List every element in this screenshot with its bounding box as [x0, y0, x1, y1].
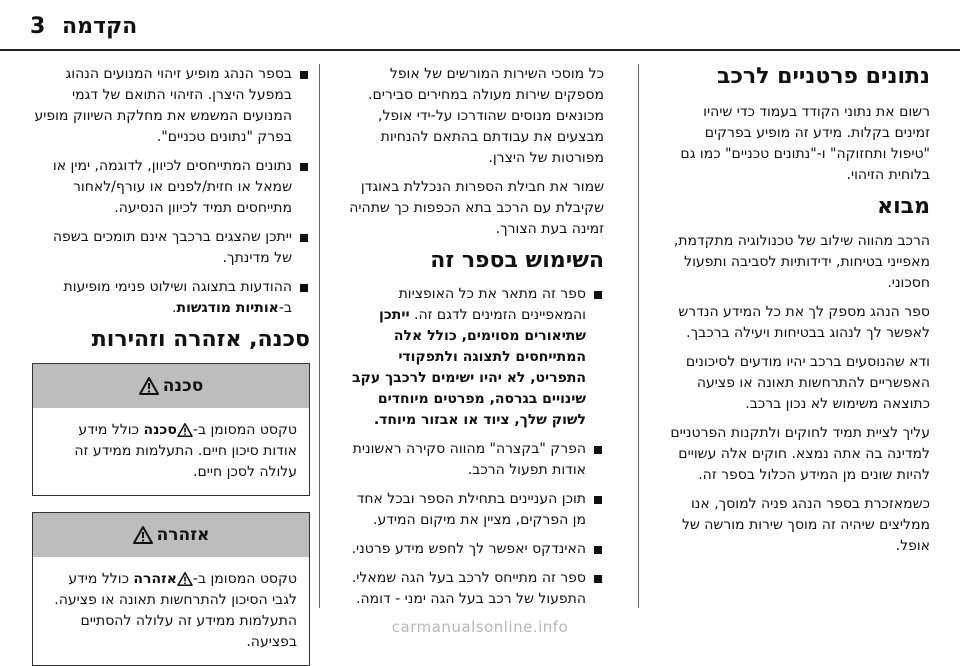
- warning-box-body: [33, 557, 309, 665]
- warning-triangle-icon: [177, 423, 193, 437]
- list-item: נתונים המתייחסים לכיוון, לדוגמה, ימין או שמאל או חזית/לפנים או עורף/לאחור מתייחסים תמיד לכיוון הנסיעה.: [32, 156, 310, 219]
- warning-triangle-icon: [133, 526, 153, 544]
- list-item-text: ההודעות בתצוגה ושילוט פנימי מופיעות ב-: [63, 279, 292, 316]
- list-item-bold-text: אותיות מודגשות: [176, 300, 279, 316]
- warning-text-post: כולל מידע לגבי הסיכון להתרחשות תאונה או פציעה. התעלמות ממידע זה עלולה להסתיים בפציעה.: [54, 571, 297, 651]
- list-item-text: ספר זה מתאר את כל האופציות והמאפיינים הזמינים לדגם זה.: [398, 286, 586, 324]
- notes-list: [32, 64, 310, 319]
- header-rule: [0, 49, 960, 51]
- danger-box: [32, 363, 310, 496]
- middle-column: [348, 64, 604, 618]
- list-item: תוכן העניינים בתחילת הספר ובכל אחד מן הפרקים, מציין את מיקום המידע.: [348, 489, 604, 531]
- list-item: בספר הנהג מופיע זיהוי המנועים הנהוג במפעל היצרן. הזיהוי התואם של דגמי המנועים המשמש את מחלקת השיווק מופיע בפרק "נתונים טכניים".: [32, 64, 310, 148]
- danger-text-word: סכנה: [143, 422, 177, 439]
- watermark: carmanualsonline.info: [391, 618, 569, 636]
- warning-title: אזהרה: [156, 525, 210, 546]
- list-item: ייתכן שהצגים ברכבך אינם תומכים בשפה של מדינתך.: [32, 227, 310, 269]
- vehicle-data-heading: נתונים פרטניים לרכב: [717, 64, 930, 89]
- warning-box-header: [33, 513, 309, 557]
- warning-triangle-icon: [139, 377, 159, 395]
- list-item: האינדקס יאפשר לך לחפש מידע פרטני.: [348, 539, 604, 560]
- danger-title: סכנה: [162, 376, 204, 397]
- service-paragraph: כל מוסכי השירות המורשים של אופל מספקים שירות מעולה במחירים סבירים. מכונאים מנוסים שהודרכו על-ידי אופל, מבצעים את עבודתם בהתאם להנחיות מפורטות של היצרן.: [368, 66, 604, 166]
- list-item-end: .: [172, 300, 177, 316]
- danger-box-body: [33, 408, 309, 495]
- safety-heading: סכנה, אזהרה וזהירות: [91, 327, 310, 352]
- danger-text-pre: טקסט המסומן ב-: [192, 422, 297, 439]
- intro-paragraph-2: ספר הנהג מספק לך את כל המידע הנדרש לאפשר לך לנהוג בבטיחות ויעילה ברכבך.: [678, 303, 930, 341]
- column-divider-right: [638, 64, 639, 608]
- right-column: [668, 64, 930, 565]
- warning-text-pre: טקסט המסומן ב-: [192, 571, 297, 588]
- warning-triangle-icon: [177, 572, 193, 586]
- intro-paragraph-3: ודא שהנוסעים ברכב יהיו מודעים לסיכונים האפשריים להתרחשות תאונה או פציעה כתוצאה משימוש לא נכון ברכב.: [685, 353, 930, 412]
- list-item: [32, 277, 310, 319]
- left-column: [32, 64, 310, 666]
- warning-text-word: אזהרה: [133, 571, 177, 588]
- intro-paragraph-5: כשמאזכרת בספר הנהג פניה למוסך, אנו ממליצים שיהיה זה מוסך שירות מורשה של אופל.: [681, 495, 930, 554]
- intro-paragraph-1: הרכב מהווה שילוב של טכנולוגיה מתקדמת, מאפייני בטיחות, ידידותיות לסביבה ותפעול חסכוני.: [673, 232, 930, 291]
- vehicle-data-paragraph: רשום את נתוני הקודד בעמוד כדי שיהיו זמינים בקלות. מידע זה מופיע בפרקים "טיפול ותחזוקה" ו-"נתונים טכניים" כמו גם בלוחית הזיהוי.: [680, 104, 930, 184]
- list-item: [348, 284, 604, 431]
- column-divider-left: [319, 64, 320, 608]
- list-item-bold-text: ייתכן שתיאורים מסוימים, כולל אלה המתייחסים לתצוגה ולתפקודי התפריט, לא יהיו ישימים לרכבך עקב שינויים בגרסה, מפרטים מיוחדים לשוק שלך, ציוד או אבזור מיוחד.: [352, 307, 586, 429]
- intro-paragraph-4: עליך לציית תמיד לחוקים ולתקנות הפרטניים למדינה בה אתה נמצא. חוקים אלה עשויים להיות שונים מן המידע הכלול בספר זה.: [670, 424, 930, 483]
- page-number: 3: [30, 14, 46, 39]
- introduction-heading: מבוא: [877, 194, 930, 220]
- danger-text-post: כולל מידע אודות סיכון חיים. התעלמות ממידע זה עלולה לסכן חיים.: [74, 422, 297, 481]
- using-manual-heading: השימוש בספר זה: [430, 248, 604, 273]
- list-item: ספר זה מתייחס לרכב בעל הגה שמאלי. התפעול של רכב בעל הגה ימני - דומה.: [348, 568, 604, 610]
- page-header: [0, 0, 960, 52]
- danger-box-header: [33, 364, 309, 408]
- warning-box: [32, 512, 310, 666]
- page-title: הקדמה: [62, 14, 138, 39]
- literature-paragraph: שמור את חבילת הספרות הנכללת באוגדן שקיבלת עם הרכב בתא הכפפות כך שתהיה זמינה בעת הצורך.: [349, 179, 604, 237]
- list-item: הפרק "בקצרה" מהווה סקירה ראשונית אודות תפעול הרכב.: [348, 439, 604, 481]
- using-manual-list: [348, 284, 604, 610]
